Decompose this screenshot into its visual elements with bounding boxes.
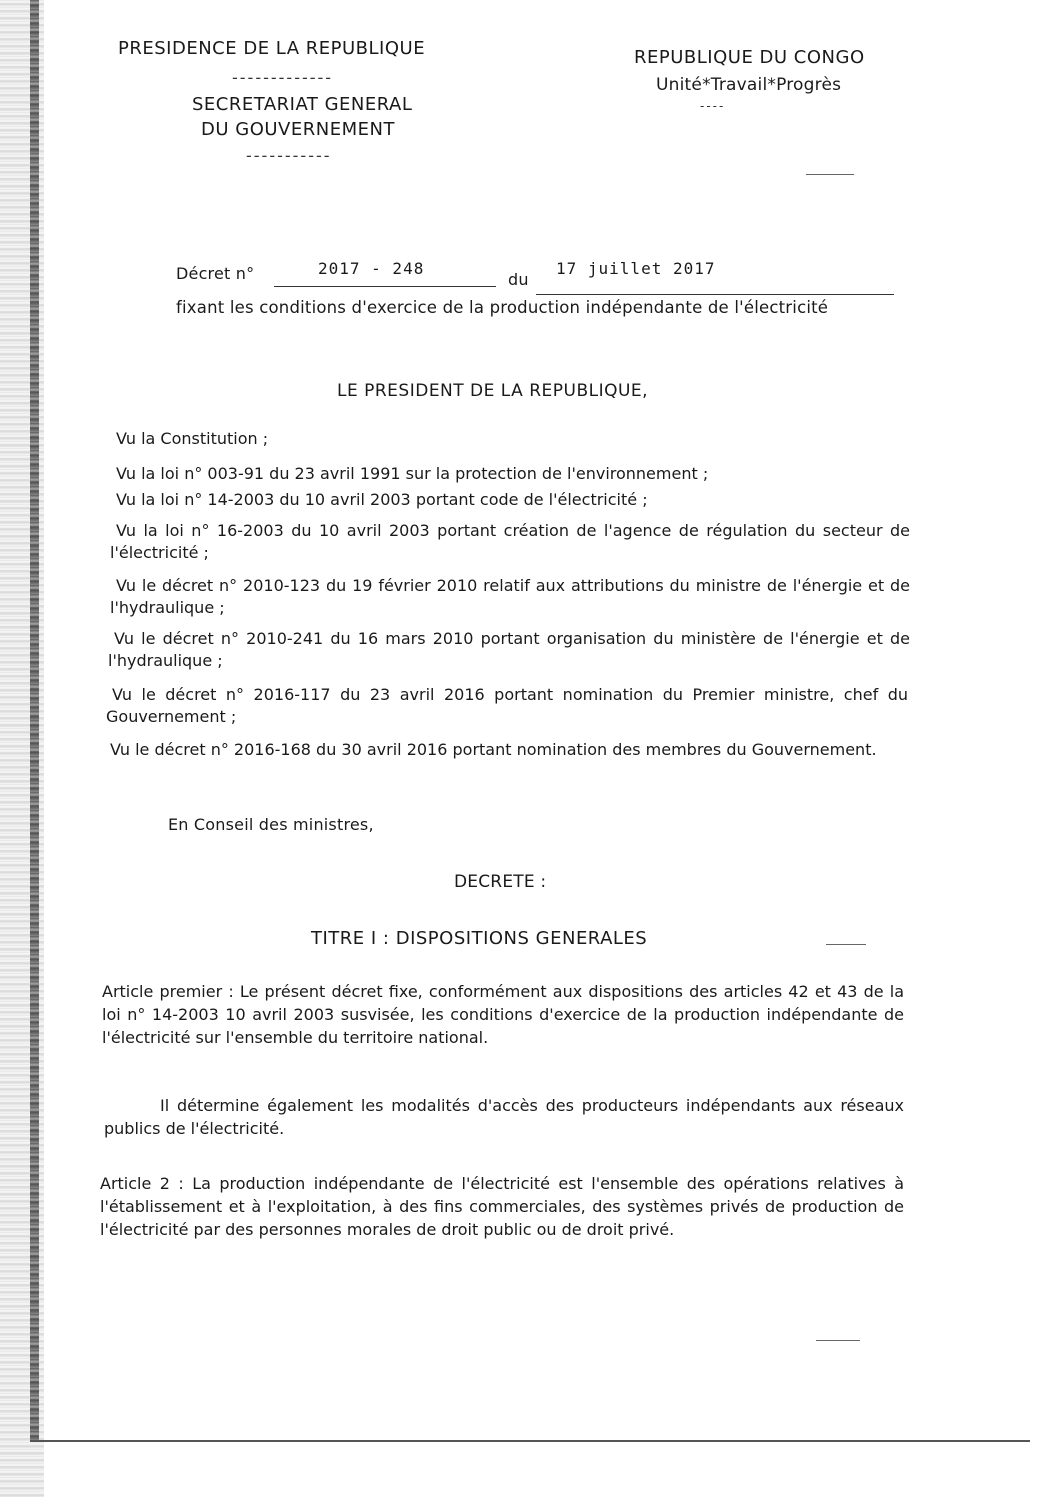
visa-item: Vu la loi n° 16-2003 du 10 avril 2003 portant création de l'agence de régulation du secteur de l'électricité ;	[110, 521, 910, 562]
scan-bottom-edge	[30, 1440, 1030, 1442]
decree-label: Décret n°	[176, 264, 255, 283]
conseil-des-ministres: En Conseil des ministres,	[168, 815, 374, 834]
stray-mark	[816, 1340, 860, 1341]
article-2-text: : La production indépendante de l'électricité est l'ensemble des opérations relatives à l'établissement et à l'exploitation, à des fins commerciales, des systèmes privés de production de l'électricité par des personnes morales de droit public ou de droit privé.	[100, 1174, 905, 1239]
article-1-label: Article premier	[102, 982, 223, 1001]
visa-item: Vu le décret n° 2016-168 du 30 avril 2016 portant nomination des membres du Gouvernement.	[110, 740, 877, 759]
article-1	[102, 980, 904, 1049]
visa-item: Vu le décret n° 2010-241 du 16 mars 2010 portant organisation du ministère de l'énergie et de l'hydraulique ;	[108, 629, 910, 670]
article-2-label: Article 2	[100, 1174, 170, 1193]
stray-mark	[806, 174, 854, 175]
decree-number-underline	[274, 286, 496, 287]
header-motto: Unité*Travail*Progrès	[656, 75, 842, 95]
article-1-text: : Le présent décret fixe, conformément aux dispositions des articles 42 et 43 de la loi n° 14-2003 10 avril 2003 susvisée, les conditions d'exercice de la production indépendante de l'électricité sur l'ensemble du territoire national.	[102, 982, 905, 1047]
visa-item: Vu la loi n° 14-2003 du 10 avril 2003 portant code de l'électricité ;	[116, 490, 648, 509]
header-gouvernement: DU GOUVERNEMENT	[201, 119, 395, 140]
header-left-separator: -------------	[232, 68, 334, 87]
article-1-paragraph-2: Il détermine également les modalités d'accès des producteurs indépendants aux réseaux publics de l'électricité.	[104, 1096, 904, 1138]
header-republique-congo: REPUBLIQUE DU CONGO	[634, 47, 865, 68]
header-right-separator: ----	[700, 99, 726, 113]
president-heading: LE PRESIDENT DE LA REPUBLIQUE,	[337, 381, 649, 401]
header-secretariat: SECRETARIAT GENERAL	[192, 94, 413, 115]
decree-du: du	[508, 270, 529, 289]
visa-item: Vu la loi n° 003-91 du 23 avril 1991 sur la protection de l'environnement ;	[116, 464, 709, 483]
header-presidence: PRESIDENCE DE LA REPUBLIQUE	[118, 38, 426, 59]
titre-heading: TITRE I : DISPOSITIONS GENERALES	[311, 928, 648, 949]
visa-item: Vu la Constitution ;	[116, 429, 269, 448]
decree-date: 17 juillet 2017	[556, 259, 716, 278]
stray-mark	[826, 944, 866, 945]
decree-date-underline	[536, 294, 894, 295]
visa-item: Vu le décret n° 2010-123 du 19 février 2010 relatif aux attributions du ministre de l'énergie et de l'hydraulique ;	[110, 576, 910, 617]
decree-subtitle: fixant les conditions d'exercice de la production indépendante de l'électricité	[176, 298, 829, 317]
article-2	[100, 1172, 904, 1241]
decree-number: 2017 - 248	[318, 259, 425, 278]
decrete-heading: DECRETE :	[454, 872, 547, 892]
visa-item: Vu le décret n° 2016-117 du 23 avril 2016 portant nomination du Premier ministre, chef du Gouvernement ;	[106, 685, 908, 726]
scan-edge-binding	[30, 0, 39, 1440]
header-left-separator-2: -----------	[246, 146, 332, 165]
